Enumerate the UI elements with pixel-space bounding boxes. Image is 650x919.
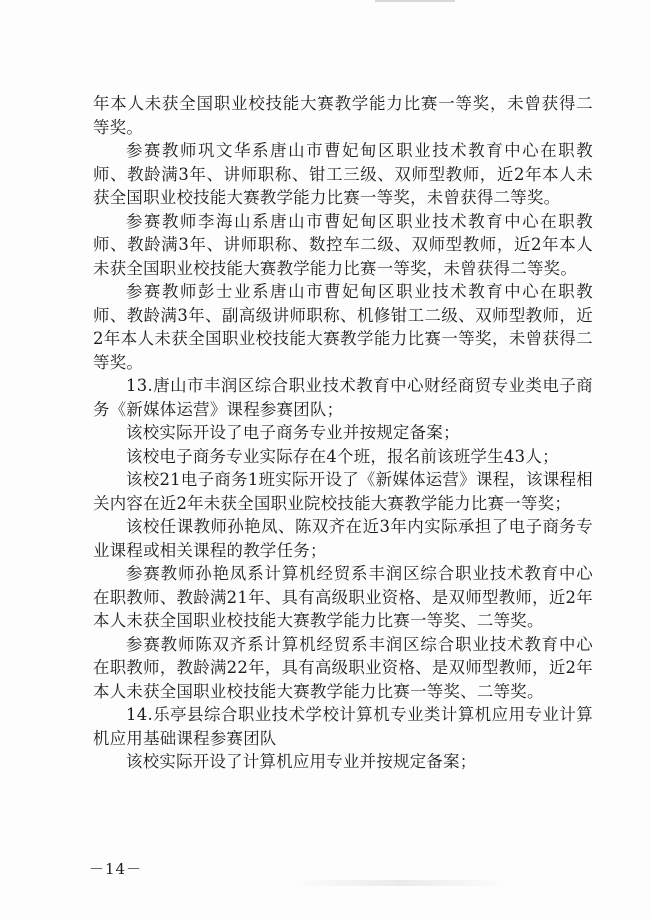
paragraph: 参赛教师孙艳凤系计算机经贸系丰润区综合职业技术教育中心在职教师、教龄满21年、具有高级职业资格、是双师型教师，近2年本人未获全国职业校技能大赛教学能力比赛一等奖、二等奖。: [93, 564, 593, 630]
paragraph: 参赛教师巩文华系唐山市曹妃甸区职业技术教育中心在职教师、教龄满3年、讲师职称、钳工三级、双师型教师，近2年本人未获全国职业校技能大赛教学能力比赛一等奖，未曾获得二等奖。: [93, 141, 593, 207]
section-heading-13: 13.唐山市丰润区综合职业技术教育中心财经商贸专业类电子商务《新媒体运营》课程参赛团队；: [93, 376, 593, 419]
paragraph: 参赛教师彭士业系唐山市曹妃甸区职业技术教育中心在职教师、教龄满3年、副高级讲师职称、机修钳工二级、双师型教师，近2年本人未获全国职业校技能大赛教学能力比赛一等奖，未曾获得二等奖。: [93, 282, 593, 372]
paragraph: 该校任课教师孙艳凤、陈双齐在近3年内实际承担了电子商务专业课程或相关课程的教学任务；: [93, 517, 593, 560]
scan-artifact-bottom: [290, 880, 510, 886]
paragraph: 年本人未获全国职业校技能大赛教学能力比赛一等奖，未曾获得二等奖。: [93, 94, 593, 137]
paragraph: 该校电子商务专业实际存在4个班，报名前该班学生43人；: [126, 446, 559, 466]
page-number: －14－: [89, 860, 143, 878]
paragraph: 该校实际开设了计算机应用专业并按规定备案；: [126, 752, 477, 771]
paragraph: 参赛教师陈双齐系计算机经贸系丰润区综合职业技术教育中心在职教师，教龄满22年，具有高级职业资格、是双师型教师，近2年本人未获全国职业校技能大赛教学能力比赛一等奖、二等奖。: [93, 634, 593, 701]
paragraph: 该校实际开设了电子商务专业并按规定备案；: [126, 423, 460, 442]
section-heading-14: 14.乐亭县综合职业技术学校计算机专业类计算机应用专业计算机应用基础课程参赛团队: [93, 705, 593, 748]
scan-artifact-top: [375, 0, 455, 2]
paragraph: 该校21电子商务1班实际开设了《新媒体运营》课程，该课程相关内容在近2年未获全国职业院校技能大赛教学能力比赛一等奖；: [93, 470, 593, 513]
document-body: [93, 92, 593, 774]
paragraph: 参赛教师李海山系唐山市曹妃甸区职业技术教育中心在职教师、教龄满3年、讲师职称、数控车二级、双师型教师，近2年本人未获全国职业校技能大赛教学能力比赛一等奖，未曾获得二等奖。: [93, 211, 593, 278]
